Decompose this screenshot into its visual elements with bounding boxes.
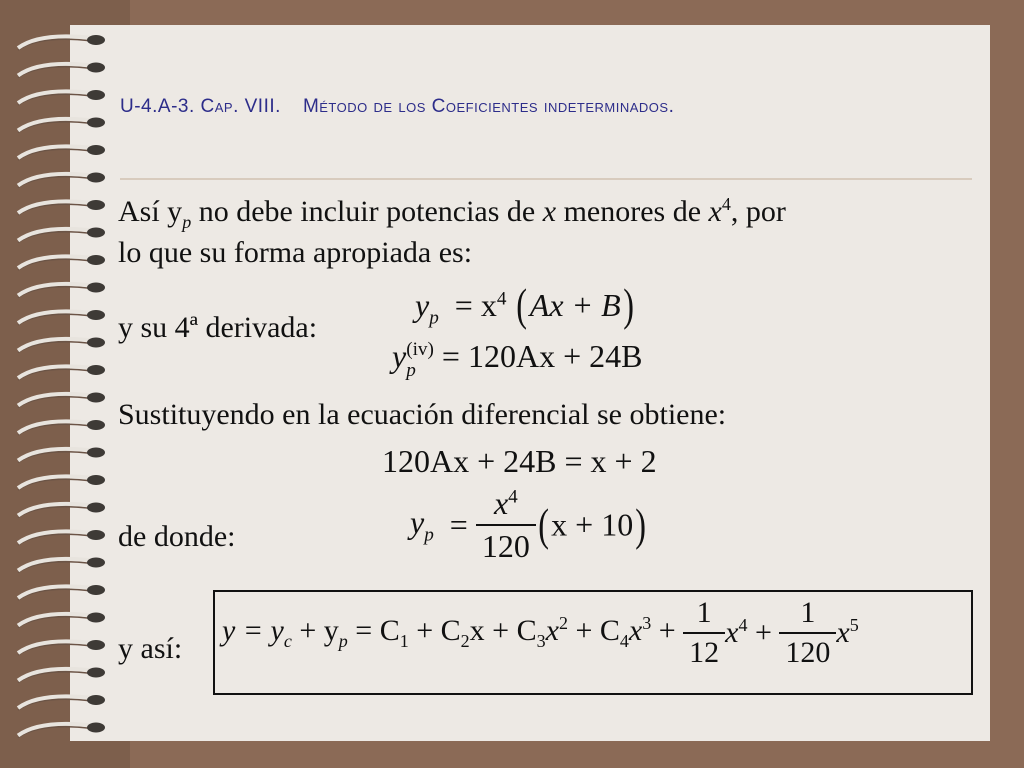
binding-ring bbox=[18, 503, 105, 518]
spiral-binding-rings bbox=[0, 0, 130, 768]
binding-ring bbox=[18, 530, 105, 545]
binding-ring bbox=[18, 393, 105, 408]
y-asi-label: y así: bbox=[118, 632, 183, 665]
equation-yp-form: $y_p = x^4$ (Ax + B) bbox=[415, 279, 634, 330]
binding-ring bbox=[18, 558, 105, 573]
binding-ring bbox=[18, 640, 105, 655]
binding-ring bbox=[18, 35, 105, 50]
binding-ring bbox=[18, 338, 105, 353]
binding-ring bbox=[18, 200, 105, 215]
title-text: Método de los Coeficientes indeterminados. bbox=[302, 96, 675, 117]
paragraph-line-1: Así $y_p$ no debe incluir potencias de x menores de $x^4$, por bbox=[118, 194, 786, 232]
de-donde-label: de donde: bbox=[118, 520, 236, 553]
equation-substituted: 120Ax + 24B = x + 2 bbox=[382, 443, 657, 479]
binding-ring bbox=[18, 283, 105, 298]
binding-ring bbox=[18, 173, 105, 188]
binding-ring bbox=[18, 90, 105, 105]
slide-title bbox=[120, 96, 674, 118]
binding-ring bbox=[18, 365, 105, 380]
equation-yp-result: $y_p$ = $\frac{x^4}{120}$ (x + 10) bbox=[410, 485, 647, 564]
paragraph-line-2: lo que su forma apropiada es: bbox=[118, 236, 473, 269]
binding-ring bbox=[18, 228, 105, 243]
binding-ring bbox=[18, 475, 105, 490]
title-code: U-4.A-3. Cap. VIII. bbox=[120, 96, 281, 117]
binding-ring bbox=[18, 585, 105, 600]
binding-ring bbox=[18, 63, 105, 78]
equation-fourth-derivative: y (iv) p = 120Ax + 24B bbox=[392, 338, 643, 381]
binding-ring bbox=[18, 448, 105, 463]
equation-general-solution: $y = y_c + y_p = C_1 + C_2x + C_3x^2 + C_4x^3$ + $\frac{1}{12}$ $x^4$ + $\frac{1}{120}$ $x^5$ bbox=[222, 596, 859, 669]
binding-ring bbox=[18, 310, 105, 325]
binding-ring bbox=[18, 613, 105, 628]
binding-ring bbox=[18, 145, 105, 160]
binding-ring bbox=[18, 723, 105, 738]
derivative-label: y su 4ª derivada: bbox=[118, 311, 318, 344]
binding-ring bbox=[18, 255, 105, 270]
binding-ring bbox=[18, 668, 105, 683]
binding-ring bbox=[18, 695, 105, 710]
title-divider bbox=[120, 178, 972, 180]
binding-ring bbox=[18, 118, 105, 133]
binding-ring bbox=[18, 420, 105, 435]
substitution-text: Sustituyendo en la ecuación diferencial se obtiene: bbox=[118, 398, 727, 431]
